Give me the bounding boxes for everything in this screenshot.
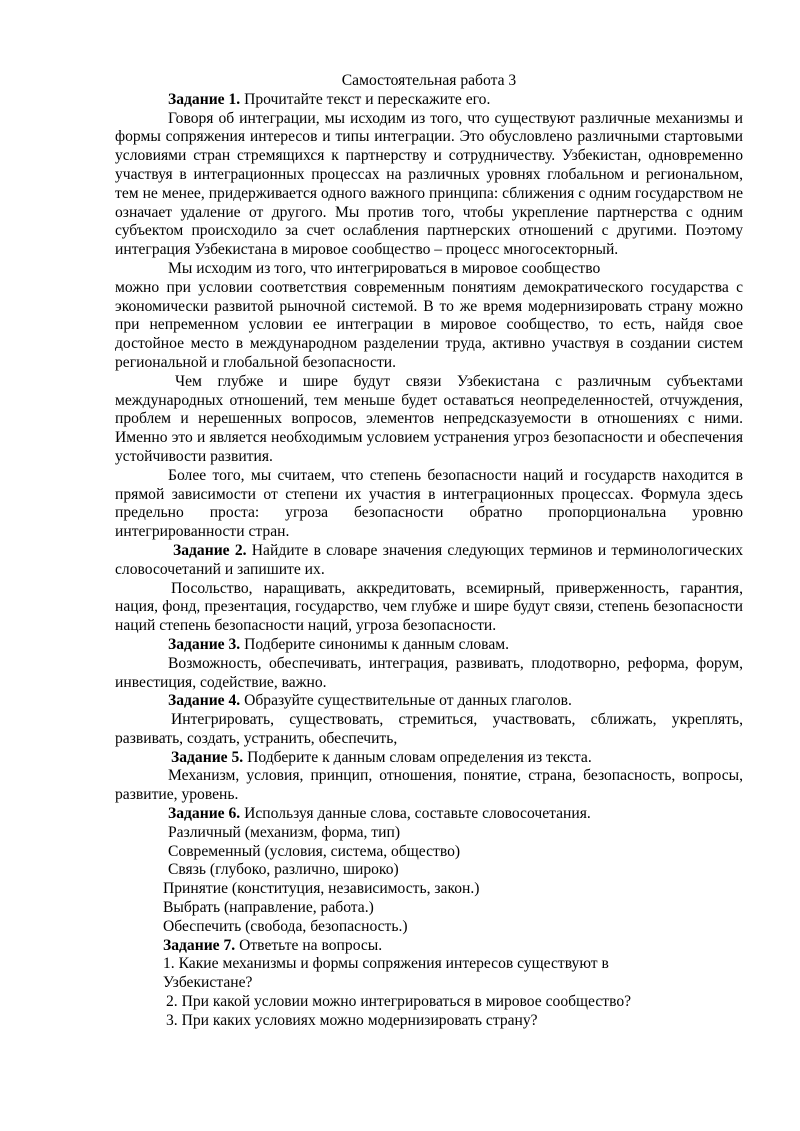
- task6-heading: [115, 805, 743, 824]
- document-title: Самостоятельная работа 3: [341, 72, 517, 89]
- task1-paragraph-3: Чем глубже и шире будут связи Узбекистана с различным субъектами международных отношений, тем меньше будет оставаться неопределенностей, отчуждения, проблем и нерешенных вопросов, элементов непредсказуемости в отношениях с ними. Именно это и является необходимым условием устранения угроз безопасности и обеспечения устойчивости развития.: [115, 372, 743, 465]
- task6-item: Обеспечить (свобода, безопасность.): [163, 917, 408, 935]
- task5-words: Механизм, условия, принцип, отношения, понятие, страна, безопасность, вопросы, развитие, уровень.: [115, 767, 743, 804]
- task2-instruction: Найдите в словаре значения следующих терминов и терминологических словосочетаний и запишите их.: [115, 541, 743, 578]
- task1-label: Задание 1.: [168, 90, 241, 108]
- task6-item: Различный (механизм, форма, тип): [168, 823, 401, 841]
- task3-heading: [115, 636, 743, 655]
- task7-question-1: 1. Какие механизмы и формы сопряжения интересов существуют в: [163, 955, 609, 973]
- task7-question-3: 3. При каких условиях можно модернизировать страну?: [166, 1011, 538, 1029]
- task6-label: Задание 6.: [168, 805, 241, 823]
- task1-paragraph-1: Говоря об интеграции, мы исходим из того, что существуют различные механизмы и формы сопряжения интересов и типы интеграции. Это обусловлено различными стартовыми условиями стран стремящихся к партнерству и сотрудничеству. Узбекистан, одновременно участвуя в интеграционных процессах на различных уровнях глобальном и региональном, тем не менее, придерживается одного важного принципа: сближения с одним государством не означает удаление от другого. Мы против того, чтобы укрепление партнерства с одним субъектом происходило за счет ослабления партнерских отношений с другими. Поэтому интеграция Узбекистана в мировое сообщество – процесс многосекторный.: [115, 109, 743, 259]
- task7-instruction: Ответьте на вопросы.: [235, 936, 383, 954]
- task2-heading: [115, 542, 743, 580]
- task6-item: Выбрать (направление, работа.): [163, 899, 374, 917]
- task1-paragraph-4: Более того, мы считаем, что степень безопасности наций и государств находится в прямой зависимости от степени их участия в интеграционных процессах. Формула здесь предельно проста: угроза безопасности обратно пропорциональна уровню интегрированности стран.: [115, 466, 743, 541]
- task3-instruction: Подберите синонимы к данным словам.: [240, 635, 510, 653]
- task7-label: Задание 7.: [163, 936, 236, 954]
- task7-heading: [115, 937, 743, 956]
- task4-label: Задание 4.: [168, 692, 241, 710]
- task1-instruction: Прочитайте текст и перескажите его.: [240, 90, 491, 108]
- task4-instruction: Образуйте существительные от данных глаголов.: [240, 692, 572, 710]
- task1-paragraph-2: можно при условии соответствия современным понятиям демократического государства с экономически развитой рыночной системой. В то же время модернизировать страну можно при непременном условии ее интеграции в мировое сообщество, то есть, найдя свое достойное место в международном разделении труда, активно участвуя в создании систем региональной и глобальной безопасности.: [115, 278, 743, 371]
- task7-question-1-continued: Узбекистане?: [163, 974, 253, 992]
- task3-words: Возможность, обеспечивать, интеграция, развивать, плодотворно, реформа, форум, инвестиция, содействие, важно.: [115, 654, 743, 691]
- document-page: [115, 72, 743, 1031]
- task1-paragraph-2-first-line: Мы исходим из того, что интегрироваться в мировое сообщество: [168, 259, 601, 277]
- task7-question-2: 2. При какой условии можно интегрироваться в мировое сообщество?: [166, 993, 632, 1011]
- task6-instruction: Используя данные слова, составьте словосочетания.: [240, 805, 591, 823]
- task5-heading: [115, 749, 743, 768]
- task6-item: Принятие (конституция, независимость, закон.): [163, 880, 480, 898]
- task5-label: Задание 5.: [171, 748, 244, 766]
- task6-item: Связь (глубоко, различно, широко): [168, 861, 399, 879]
- task4-heading: [115, 692, 743, 711]
- task2-label: Задание 2.: [173, 541, 247, 559]
- task2-words: Посольство, наращивать, аккредитовать, всемирный, приверженность, гарантия, нация, фонд, презентация, государство, чем глубже и шире будут связи, степень безопасности наций степень безопасности наций, угроза безопасности.: [115, 579, 743, 635]
- task1-heading: [115, 91, 743, 110]
- task5-instruction: Подберите к данным словам определения из текста.: [243, 748, 592, 766]
- task6-item: Современный (условия, система, общество): [168, 842, 461, 860]
- task3-label: Задание 3.: [168, 635, 241, 653]
- task4-words: Интегрировать, существовать, стремиться, участвовать, сближать, укреплять, развивать, создать, устранить, обеспечить,: [115, 711, 743, 747]
